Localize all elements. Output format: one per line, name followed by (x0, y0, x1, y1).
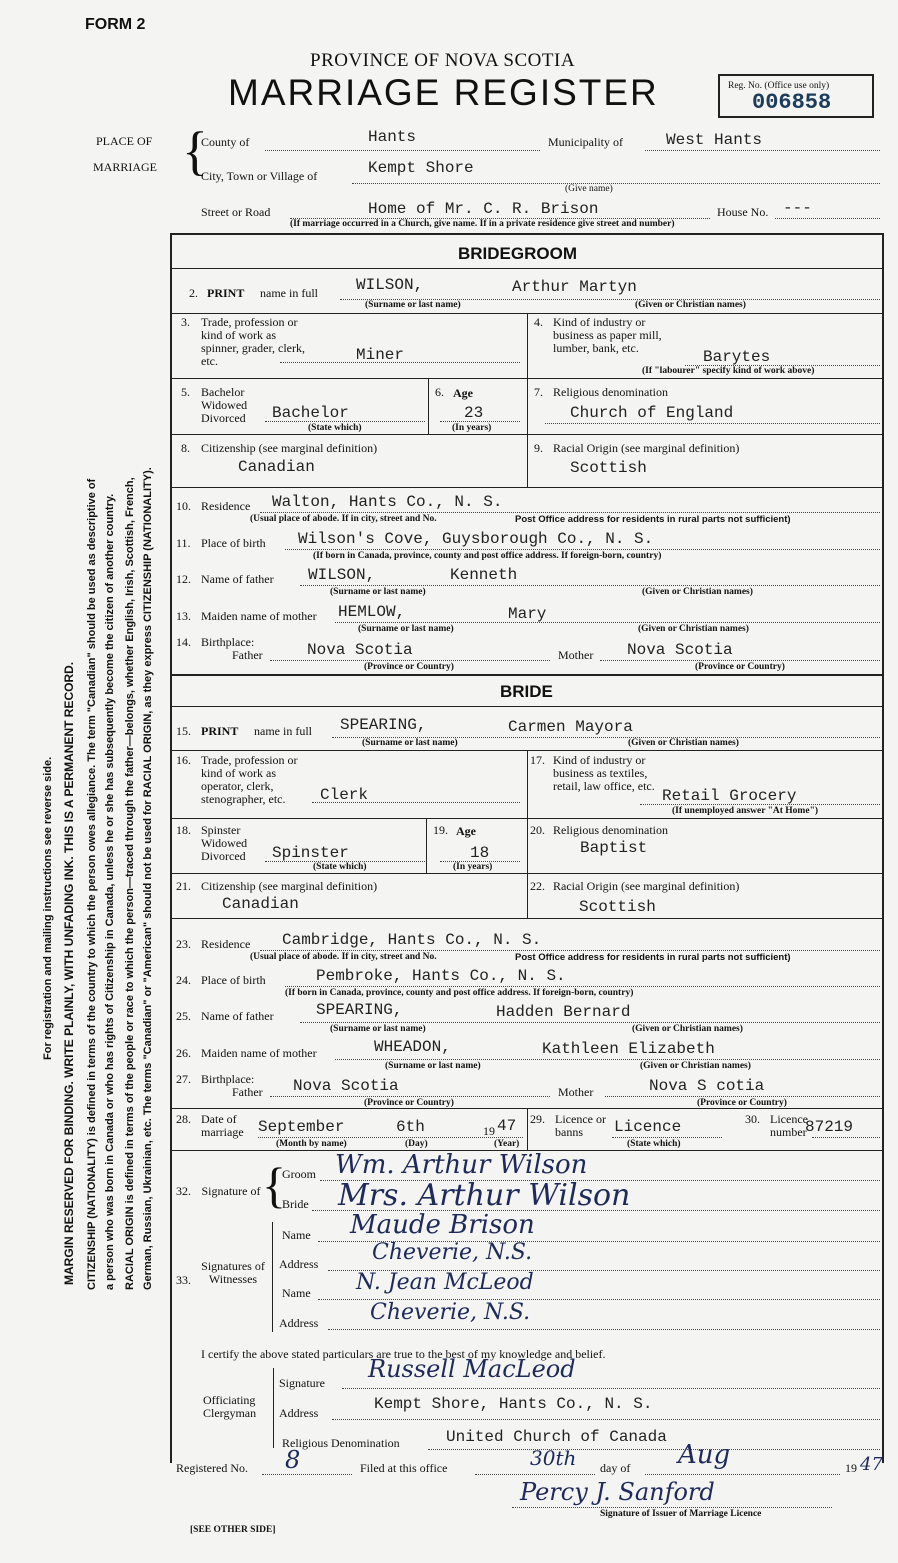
groom-surname-note: (Surname or last name) (365, 300, 461, 310)
province-heading: PROVINCE OF NOVA SCOTIA (310, 50, 576, 71)
filed-year-prefix: 19 (845, 1461, 857, 1475)
field-28-label: Date of marriage (201, 1112, 244, 1139)
groom-age-note: (In years) (452, 423, 492, 433)
groom-age: 23 (464, 404, 484, 422)
street-note: (If marriage occurred in a Church, give name. If in a private residence give street and number) (290, 219, 675, 229)
street-label: Street or Road (201, 205, 271, 219)
issuer-signature: Percy J. Sanford (520, 1478, 715, 1506)
groom-trade: Miner (356, 346, 405, 364)
bride-father-surname: SPEARING, (316, 1001, 403, 1019)
bride-residence: Cambridge, Hants Co., N. S. (282, 931, 542, 949)
bride-given-names: Carmen Mayora (508, 718, 633, 736)
bride-mother-given-note: (Given or Christian names) (640, 1061, 751, 1071)
bride-mother-bp-note: (Province or Country) (697, 1098, 787, 1108)
bride-age: 18 (470, 844, 490, 862)
bride-mother-given: Kathleen Elizabeth (542, 1040, 715, 1058)
municipality-value: West Hants (666, 131, 763, 149)
field-13-label: Maiden name of mother (201, 609, 317, 623)
city-value: Kempt Shore (368, 159, 474, 177)
field-7-label: Religious denomination (553, 385, 668, 399)
groom-given-names: Arthur Martyn (512, 278, 637, 296)
bride-mother-surname-note: (Surname or last name) (385, 1061, 481, 1071)
margin-racial-def-1: RACIAL ORIGIN is defined in terms of the people or race to which the person—traced through the father—belongs, whether English, Irish, Scottish, French, (124, 477, 136, 1290)
bride-surname: SPEARING, (340, 716, 427, 734)
field-3-label: Trade, profession or kind of work as spinner, grader, clerk, etc. (201, 315, 305, 368)
witness-2-name: N. Jean McLeod (356, 1270, 534, 1295)
bride-sig-label: Bride (282, 1197, 309, 1211)
clergy-sig-label: Signature (279, 1376, 325, 1390)
field-21-label: Citizenship (see marginal definition) (201, 879, 378, 893)
place-label-2: MARRIAGE (93, 160, 158, 174)
groom-racial-origin: Scottish (570, 459, 647, 477)
groom-signature: Wm. Arthur Wilson (335, 1150, 588, 1180)
field-4-note: (If "labourer" specify kind of work above) (642, 366, 815, 376)
field-15-label: name in full (254, 724, 312, 738)
form-number: FORM 2 (85, 16, 146, 33)
day-of-label: day of (600, 1461, 631, 1475)
field-17-note: (If unemployed answer "At Home") (672, 806, 819, 816)
groom-residence: Walton, Hants Co., N. S. (272, 493, 503, 511)
field-2-label: name in full (260, 286, 318, 300)
municipality-label: Municipality of (548, 135, 623, 149)
licence-or-banns: Licence (614, 1118, 682, 1136)
groom-father-surname: WILSON, (308, 566, 376, 584)
field-5-label: Bachelor Widowed Divorced (201, 385, 248, 425)
registered-number: 8 (285, 1446, 301, 1474)
bride-age-note: (In years) (453, 862, 493, 872)
bride-birthplace: Pembroke, Hants Co., N. S. (316, 967, 566, 985)
field-25-label: Name of father (201, 1009, 274, 1023)
filed-day: 30th (530, 1446, 577, 1470)
field-15-print: PRINT (201, 724, 239, 738)
field-23-label: Residence (201, 937, 251, 951)
field-18-label: Spinster Widowed Divorced (201, 823, 248, 863)
bride-mother-bp-label: Mother (558, 1085, 594, 1099)
witness-2-address: Cheverie, N.S. (370, 1300, 531, 1325)
field-32-label: Signature of (201, 1184, 261, 1198)
field-15-number: 15. (176, 724, 191, 738)
bride-res-note-2: Post Office address for residents in rural parts not sufficient) (515, 952, 791, 963)
margin-citizenship-def-1: CITIZENSHIP (NATIONALITY) is defined in terms of the country to which the person owes allegiance. The term "Canadian" should be used as descriptive of (86, 478, 98, 1290)
groom-mother-bp-note: (Province or Country) (695, 662, 785, 672)
bride-father-given: Hadden Bernard (496, 1003, 631, 1021)
bride-racial-origin: Scottish (579, 898, 656, 916)
groom-birth-note: (If born in Canada, province, county and post office address. If foreign-born, country) (313, 551, 662, 561)
groom-citizenship: Canadian (238, 458, 315, 476)
groom-father-given-note: (Given or Christian names) (642, 587, 753, 597)
bride-marital-status: Spinster (272, 844, 349, 862)
marriage-day: 6th (396, 1118, 425, 1136)
field-12-label: Name of father (201, 572, 274, 586)
groom-marital-status: Bachelor (272, 404, 349, 422)
field-26-label: Maiden name of mother (201, 1046, 317, 1060)
month-note: (Month by name) (276, 1139, 347, 1149)
w2-name-label: Name (282, 1286, 311, 1300)
field-6-label: Age (453, 386, 473, 400)
field-29-label: Licence or banns (555, 1112, 606, 1139)
groom-section-title: BRIDEGROOM (458, 244, 577, 263)
year-note: (Year) (494, 1139, 520, 1149)
field-20-label: Religious denomination (553, 823, 668, 837)
w1-address-label: Address (279, 1257, 319, 1271)
witness-1-address: Cheverie, N.S. (372, 1240, 533, 1265)
bride-res-note-1: (Usual place of abode. If in city, street and No. (250, 952, 437, 962)
house-value: --- (783, 199, 812, 217)
clergy-denom-label: Religious Denomination (282, 1436, 400, 1450)
bride-trade: Clerk (320, 786, 369, 804)
clergy-address-label: Address (279, 1406, 319, 1420)
bride-birth-note: (If born in Canada, province, county and post office address. If foreign-born, country) (285, 988, 634, 998)
witness-1-name: Maude Brison (350, 1210, 535, 1240)
field-24-label: Place of birth (201, 973, 266, 987)
bride-father-birthplace: Nova Scotia (293, 1077, 399, 1095)
county-value: Hants (368, 128, 417, 146)
field-2-print: PRINT (207, 286, 245, 300)
page-title: MARRIAGE REGISTER (228, 72, 659, 113)
field-16-label: Trade, profession or kind of work as operator, clerk, stenographer, etc. (201, 753, 298, 806)
w1-name-label: Name (282, 1228, 311, 1242)
groom-father-bp-label: Father (232, 648, 263, 662)
groom-mother-birthplace: Nova Scotia (627, 641, 733, 659)
groom-res-note-2: Post Office address for residents in rural parts not sufficient) (515, 514, 791, 525)
groom-father-given: Kenneth (450, 566, 518, 584)
groom-surname: WILSON, (356, 276, 424, 294)
certify-statement: I certify the above stated particulars are true to the best of my knowledge and belief. (201, 1347, 606, 1361)
reg-no-value: 006858 (752, 90, 832, 115)
house-label: House No. (717, 205, 769, 219)
place-label-1: PLACE OF (96, 134, 153, 148)
bride-surname-note: (Surname or last name) (362, 738, 458, 748)
marriage-year-prefix: 19 (483, 1124, 495, 1138)
bride-state-note: (State which) (313, 862, 367, 872)
bride-religion: Baptist (580, 839, 648, 857)
field-2-number: 2. (189, 286, 198, 300)
groom-mother-bp-label: Mother (558, 648, 594, 662)
margin-binding-note: MARGIN RESERVED FOR BINDING. WRITE PLAINLY, WITH UNFADING INK. THIS IS A PERMANENT RECORD. (62, 661, 76, 1285)
see-other-side: [SEE OTHER SIDE] (190, 1525, 276, 1535)
groom-mother-given: Mary (508, 605, 547, 623)
groom-mother-surname: HEMLOW, (338, 603, 406, 621)
field-27-label: Birthplace: (201, 1072, 255, 1086)
groom-father-bp-note: (Province or Country) (364, 662, 454, 672)
marriage-year: 47 (497, 1117, 517, 1135)
margin-instructions: For registration and mailing instructions see reverse side. (42, 756, 54, 1060)
place-brace: { (182, 121, 208, 181)
field-17-label: Kind of industry or business as textiles, retail, law office, etc. (553, 753, 655, 793)
filed-year: 47 (860, 1454, 883, 1475)
bride-citizenship: Canadian (222, 895, 299, 913)
city-note: (Give name) (565, 184, 613, 194)
field-8-label: Citizenship (see marginal definition) (201, 441, 378, 455)
reg-no-box (718, 74, 874, 118)
field-14-label: Birthplace: (201, 635, 255, 649)
clergy-denomination: United Church of Canada (446, 1428, 667, 1446)
clergy-signature: Russell MacLeod (368, 1355, 576, 1383)
officiating-label: Officiating Clergyman (203, 1393, 257, 1420)
bride-father-bp-note: (Province or Country) (364, 1098, 454, 1108)
field-11-label: Place of birth (201, 536, 266, 550)
groom-birthplace: Wilson's Cove, Guysborough Co., N. S. (298, 530, 654, 548)
margin-citizenship-def-2: a person who was born in Canada or who has rights of Citizenship in Canada, unless he or she has subsequently become the citizen of another country. (104, 493, 116, 1290)
groom-industry: Barytes (703, 348, 771, 366)
street-value: Home of Mr. C. R. Brison (368, 200, 599, 218)
registered-label: Registered No. (176, 1461, 248, 1475)
w2-address-label: Address (279, 1316, 319, 1330)
bride-signature: Mrs. Arthur Wilson (338, 1178, 631, 1213)
filed-label: Filed at this office (360, 1461, 448, 1475)
field-22-label: Racial Origin (see marginal definition) (553, 879, 740, 893)
bride-father-surname-note: (Surname or last name) (330, 1024, 426, 1034)
reg-no-label: Reg. No. (Office use only) (728, 81, 830, 91)
groom-sig-label: Groom (282, 1167, 316, 1181)
filed-month: Aug (678, 1440, 731, 1470)
county-label: County of (201, 135, 250, 149)
groom-given-note: (Given or Christian names) (635, 300, 746, 310)
bride-given-note: (Given or Christian names) (628, 738, 739, 748)
field-10-label: Residence (201, 499, 251, 513)
field-33-label: Signatures of Witnesses (201, 1259, 265, 1286)
groom-religion: Church of England (570, 404, 734, 422)
field-30-label: Licence number (770, 1112, 808, 1139)
bride-industry: Retail Grocery (662, 787, 797, 805)
margin-racial-def-2: German, Russian, Ukrainian, etc. The terms "Canadian" or "American" should not be used for RACIAL ORIGIN, as they express CITIZENSHIP (NATIONALITY). (142, 467, 154, 1290)
groom-father-surname-note: (Surname or last name) (330, 587, 426, 597)
issuer-label: Signature of Issuer of Marriage Licence (600, 1509, 762, 1519)
bride-mother-birthplace: Nova S cotia (649, 1077, 765, 1095)
day-note: (Day) (405, 1139, 428, 1149)
bride-father-given-note: (Given or Christian names) (632, 1024, 743, 1034)
field-19-label: Age (456, 824, 476, 838)
groom-res-note-1: (Usual place of abode. If in city, street and No. (250, 514, 437, 524)
licence-note: (State which) (627, 1139, 681, 1149)
groom-mother-surname-note: (Surname or last name) (358, 624, 454, 634)
marriage-month: September (258, 1118, 345, 1136)
field-9-label: Racial Origin (see marginal definition) (553, 441, 740, 455)
groom-state-note: (State which) (308, 423, 362, 433)
clergy-address: Kempt Shore, Hants Co., N. S. (374, 1395, 653, 1413)
bride-section-title: BRIDE (500, 682, 553, 701)
bride-father-bp-label: Father (232, 1085, 263, 1099)
city-label: City, Town or Village of (201, 169, 318, 183)
groom-mother-given-note: (Given or Christian names) (638, 624, 749, 634)
field-4-label: Kind of industry or business as paper mill, lumber, bank, etc. (553, 315, 662, 355)
licence-number: 87219 (805, 1118, 854, 1136)
groom-father-birthplace: Nova Scotia (307, 641, 413, 659)
bride-mother-surname: WHEADON, (374, 1038, 451, 1056)
